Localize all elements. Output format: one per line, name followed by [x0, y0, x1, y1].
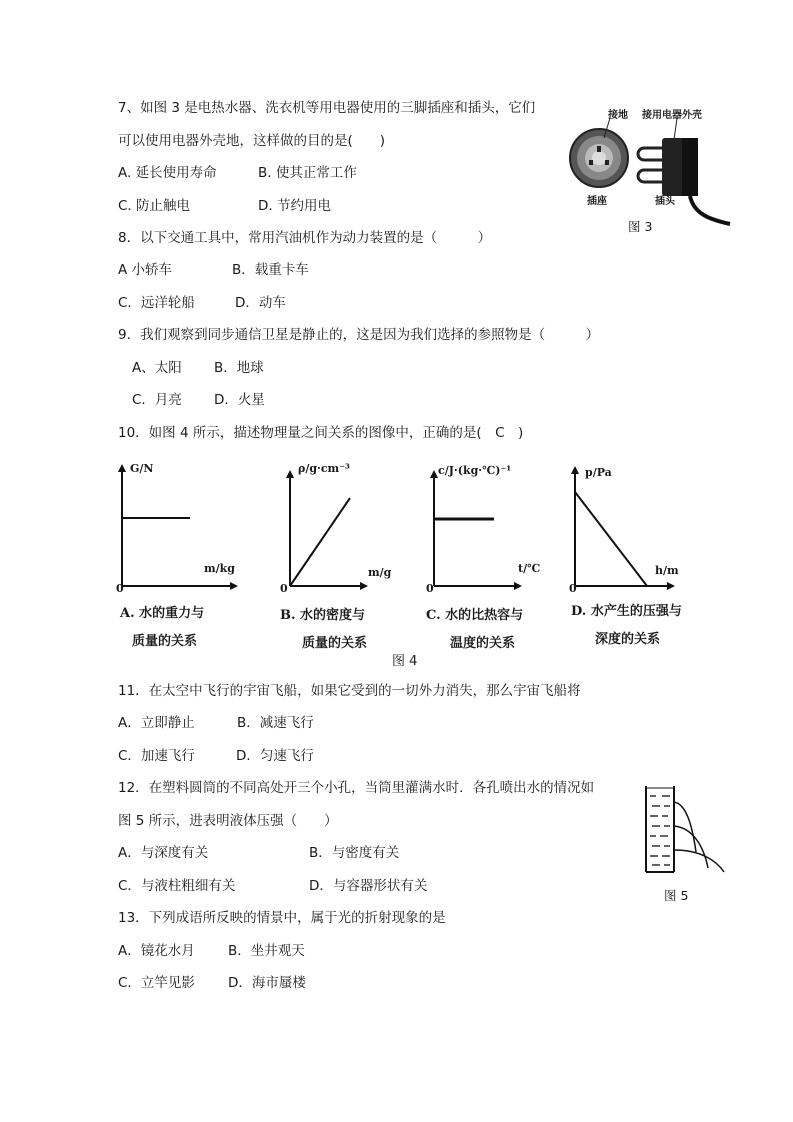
- fig3-label-case: 接用电器外壳: [642, 110, 702, 121]
- graph-d-caption2: 深度的关系: [595, 632, 661, 647]
- graph-c-plot: [424, 462, 564, 597]
- q12-option-a: A．与深度有关: [118, 845, 209, 861]
- graph-c-caption2: 温度的关系: [450, 636, 516, 651]
- q12-line2: 图 5 所示，进表明液体压强（ ）: [118, 813, 338, 829]
- q7-option-d: D. 节约用电: [258, 198, 331, 214]
- graph-a-plot: [112, 462, 252, 597]
- graph-c-xlabel: t/℃: [518, 562, 541, 575]
- q9-text: 9．我们观察到同步通信卫星是静止的，这是因为我们选择的参照物是（ ）: [118, 327, 600, 343]
- q8-option-a: A 小轿车: [118, 262, 173, 278]
- q13-option-d: D．海市蜃楼: [228, 975, 306, 991]
- q13-option-c: C．立竿见影: [118, 975, 195, 991]
- q8-option-b: B．载重卡车: [232, 262, 309, 278]
- q7-line2: 可以使用电器外壳地，这样做的目的是( ): [118, 133, 386, 149]
- graph-b: [280, 462, 420, 662]
- q7-option-a: A. 延长使用寿命: [118, 165, 217, 181]
- q9-option-a: A、太阳: [132, 360, 182, 376]
- fig3-label-ground: 接地: [608, 110, 628, 121]
- graph-a-ylabel: G/N: [130, 462, 154, 475]
- graph-c-ylabel: c/J·(kg·℃)⁻¹: [438, 464, 512, 477]
- graph-b-plot: [280, 462, 420, 597]
- graph-d-plot: [565, 462, 715, 597]
- q13-option-a: A．镜花水月: [118, 943, 195, 959]
- fig3-label-socket: 插座: [587, 196, 607, 207]
- graph-b-xlabel: m/g: [368, 566, 392, 579]
- graph-b-origin: 0: [280, 582, 288, 595]
- q7-option-c: C. 防止触电: [118, 198, 191, 214]
- graph-d-ylabel: p/Pa: [585, 466, 612, 479]
- graph-a: [112, 462, 252, 662]
- q8-option-c: C．远洋轮船: [118, 295, 195, 311]
- q11-option-d: D．匀速飞行: [236, 748, 314, 764]
- graph-c-caption1: C. 水的比热容与: [426, 608, 524, 623]
- graph-a-xlabel: m/kg: [204, 562, 235, 575]
- graph-d-xlabel: h/m: [655, 564, 679, 577]
- graph-d-caption1: D. 水产生的压强与: [571, 604, 682, 619]
- q8-text: 8．以下交通工具中，常用汽油机作为动力装置的是（ ）: [118, 230, 492, 246]
- graph-a-caption1: A. 水的重力与: [120, 606, 205, 621]
- graph-d: [565, 462, 715, 662]
- fig3-label-plug: 插头: [655, 196, 675, 207]
- water-cylinder-illustration: [640, 784, 740, 884]
- fig5-caption: 图 5: [664, 888, 689, 903]
- fig4-caption: 图 4: [392, 654, 418, 669]
- q8-option-d: D．动车: [235, 295, 286, 311]
- q7-option-b: B. 使其正常工作: [258, 165, 357, 181]
- figure-3: [562, 100, 732, 235]
- q12-line1: 12．在塑料圆筒的不同高处开三个小孔，当筒里灌满水时．各孔喷出水的情况如: [118, 780, 595, 796]
- graph-b-ylabel: ρ/g·cm⁻³: [298, 462, 350, 475]
- q11-option-a: A．立即静止: [118, 715, 195, 731]
- q10-text: 10．如图 4 所示，描述物理量之间关系的图像中，正确的是( C ): [118, 425, 524, 441]
- graph-b-caption1: B. 水的密度与: [280, 608, 366, 623]
- graph-b-caption2: 质量的关系: [302, 636, 368, 651]
- q11-text: 11．在太空中飞行的宇宙飞船，如果它受到的一切外力消失，那么宇宙飞船将: [118, 683, 581, 699]
- graph-a-caption2: 质量的关系: [132, 634, 198, 649]
- q12-option-c: C．与液柱粗细有关: [118, 878, 236, 894]
- graph-c: [424, 462, 564, 662]
- figure-5: [640, 784, 740, 909]
- q12-option-b: B．与密度有关: [309, 845, 400, 861]
- q7-line1: 7、如图 3 是电热水器、洗衣机等用电器使用的三脚插座和插头，它们: [118, 100, 536, 116]
- q11-option-c: C．加速飞行: [118, 748, 195, 764]
- q13-text: 13．下列成语所反映的情景中，属于光的折射现象的是: [118, 910, 446, 926]
- q13-option-b: B．坐井观天: [228, 943, 305, 959]
- q9-option-d: D．火星: [214, 392, 265, 408]
- q9-option-b: B．地球: [214, 360, 264, 376]
- graph-c-origin: 0: [426, 582, 434, 595]
- q12-option-d: D．与容器形状有关: [309, 878, 428, 894]
- q11-option-b: B．减速飞行: [237, 715, 314, 731]
- graph-a-origin: 0: [116, 582, 124, 595]
- graph-d-origin: 0: [569, 582, 577, 595]
- q9-option-c: C．月亮: [132, 392, 182, 408]
- fig3-caption: 图 3: [628, 219, 653, 234]
